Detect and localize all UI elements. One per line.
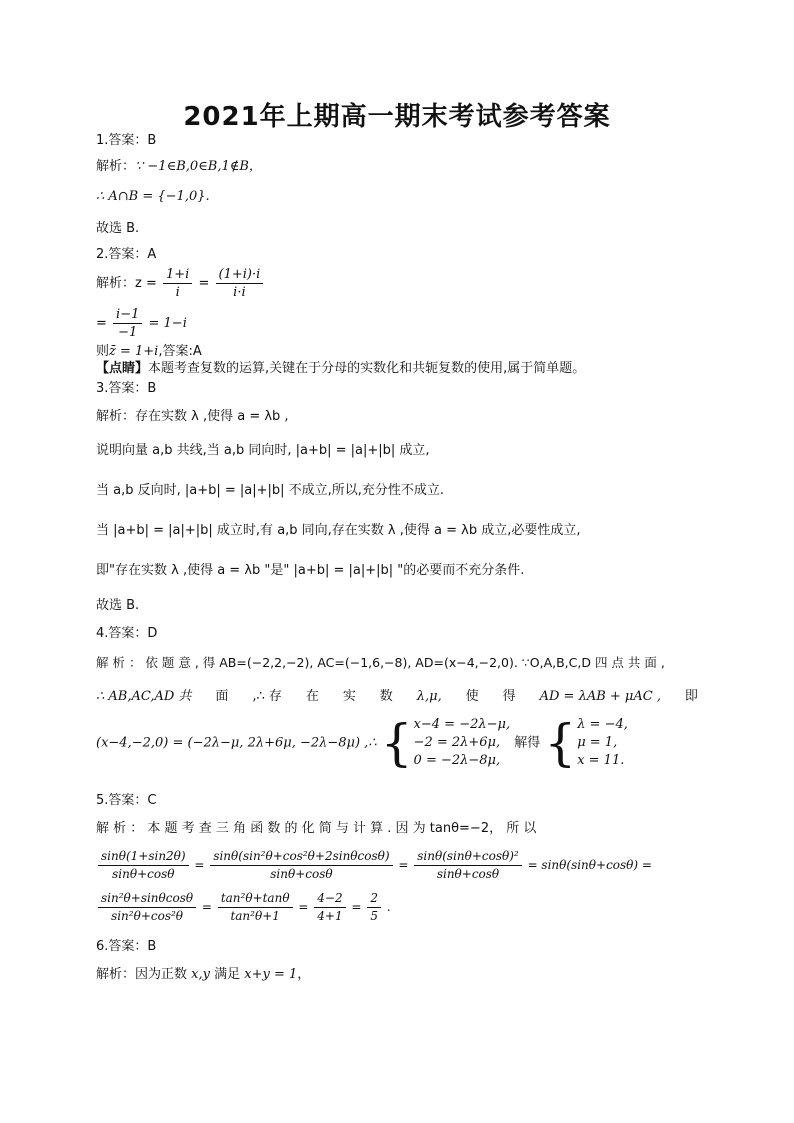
- page-title: 2021年上期高一期末考试参考答案: [183, 102, 611, 132]
- q2-note: 【点睛】本题考查复数的运算,关键在于分母的实数化和共轭复数的使用,属于简单题。: [96, 361, 586, 376]
- q1-answer: 1.答案：B: [96, 133, 157, 148]
- fraction: $\frac{4-2}{4+1}$: [314, 890, 345, 925]
- q4-analysis-line1: 解 析 ： 依 题 意 , 得 AB=(−2,2,−2), AC=(−1,6,−8), AD=(x−4,−2,0). ∵O,A,B,C,D 四 点 共 面 ,: [96, 655, 665, 670]
- q1-analysis-line2: ∴ A∩B = {−1,0}.: [96, 189, 210, 204]
- q1-analysis-line1: 解析：∵ −1∈B,0∈B,1∉B，: [96, 159, 262, 174]
- fraction: $\frac{1+i}{i}$: [163, 266, 192, 301]
- q2-analysis-line2: = $\frac{i-1}{-1}$ = 1−i: [96, 307, 187, 340]
- q5-analysis-line2: $\frac{\sin\theta(1+\sin 2\theta)}{\sin\theta+\cos\theta}$ = $\frac{\text{sinθ(sin²θ+cos²θ+2sinθcosθ)}}{\sin\theta+\cos\theta}$ = $\frac{\text{sinθ(sinθ+cosθ)²}}{\sin\theta+\cos\theta}$ = sinθ(sinθ+cosθ) =: [96, 848, 652, 883]
- fraction: $\frac{2}{5}$: [367, 890, 381, 925]
- q3-analysis-line1: 解析：存在实数 λ ,使得 a = λb ,: [96, 409, 289, 424]
- q2-analysis-line1: 解析：z = $\frac{1+i}{i}$ = $\frac{(1+i)\cdot i}{i\cdot i}$: [96, 266, 265, 301]
- q6-analysis-line1: 解析：因为正数 x,y 满足 x+y = 1，: [96, 967, 311, 982]
- q3-analysis-line4: 当 |a+b| = |a|+|b| 成立时,有 a,b 同向,存在实数 λ ,使得 a = λb 成立,必要性成立,: [96, 523, 581, 538]
- q3-analysis-line5: 即"存在实数 λ ,使得 a = λb "是" |a+b| = |a|+|b| "的必要而不充分条件.: [96, 563, 525, 578]
- fraction: $\frac{\text{sin²θ+sinθcosθ}}{\text{sin²θ+cos²θ}}$: [98, 890, 196, 925]
- q1-conclusion: 故选 B.: [96, 221, 140, 236]
- q3-analysis-line2: 说明向量 a,b 共线,当 a,b 同向时, |a+b| = |a|+|b| 成立,: [96, 443, 430, 458]
- q6-answer: 6.答案：B: [96, 939, 157, 954]
- fraction: $\frac{(1+i)\cdot i}{i\cdot i}$: [216, 266, 264, 301]
- q5-analysis-line3: $\frac{\text{sin²θ+sinθcosθ}}{\text{sin²θ+cos²θ}}$ = $\frac{\text{tan²θ+tanθ}}{\text{tan²θ+1}}$ = $\frac{4-2}{4+1}$ = $\frac{2}{5}$ .: [96, 890, 391, 925]
- q4-answer: 4.答案：D: [96, 626, 158, 641]
- q4-analysis-line3: (x−4,−2,0) = (−2λ−μ, 2λ+6μ, −2λ−8μ) ,∴ { x−4 = −2λ−μ, −2 = 2λ+6μ, 0 = −2λ−8μ, 解得 { λ = −4, μ = 1, x = 11.: [96, 714, 628, 772]
- fraction: $\frac{\sin\theta(1+\sin 2\theta)}{\sin\theta+\cos\theta}$: [98, 848, 189, 883]
- q2-answer: 2.答案：A: [96, 247, 157, 262]
- solution-system: λ = −4, μ = 1, x = 11.: [577, 717, 628, 768]
- fraction: $\frac{\text{tan²θ+tanθ}}{\text{tan²θ+1}}$: [218, 890, 293, 925]
- fraction: $\frac{i-1}{-1}$: [113, 306, 142, 341]
- q4-analysis-line2: ∴ AB,AC,AD 共 面 ,∴ 存 在 实 数 λ,μ, 使 得 AD = λAB + μAC , 即: [96, 689, 698, 704]
- q2-analysis-line3: 则z̄ = 1+i,答案:A: [96, 344, 202, 359]
- q3-conclusion: 故选 B.: [96, 598, 140, 613]
- q5-answer: 5.答案：C: [96, 793, 157, 808]
- q3-answer: 3.答案：B: [96, 381, 157, 396]
- equation-system: x−4 = −2λ−μ, −2 = 2λ+6μ, 0 = −2λ−8μ,: [413, 717, 511, 768]
- fraction: $\frac{\text{sinθ(sinθ+cosθ)²}}{\sin\theta+\cos\theta}$: [414, 848, 521, 883]
- q3-analysis-line3: 当 a,b 反向时, |a+b| = |a|+|b| 不成立,所以,充分性不成立.: [96, 483, 445, 498]
- fraction: $\frac{\text{sinθ(sin²θ+cos²θ+2sinθcosθ)}}{\sin\theta+\cos\theta}$: [210, 848, 392, 883]
- q5-analysis-line1: 解 析 ： 本 题 考 查 三 角 函 数 的 化 简 与 计 算 . 因 为 tanθ=−2， 所 以: [96, 821, 537, 836]
